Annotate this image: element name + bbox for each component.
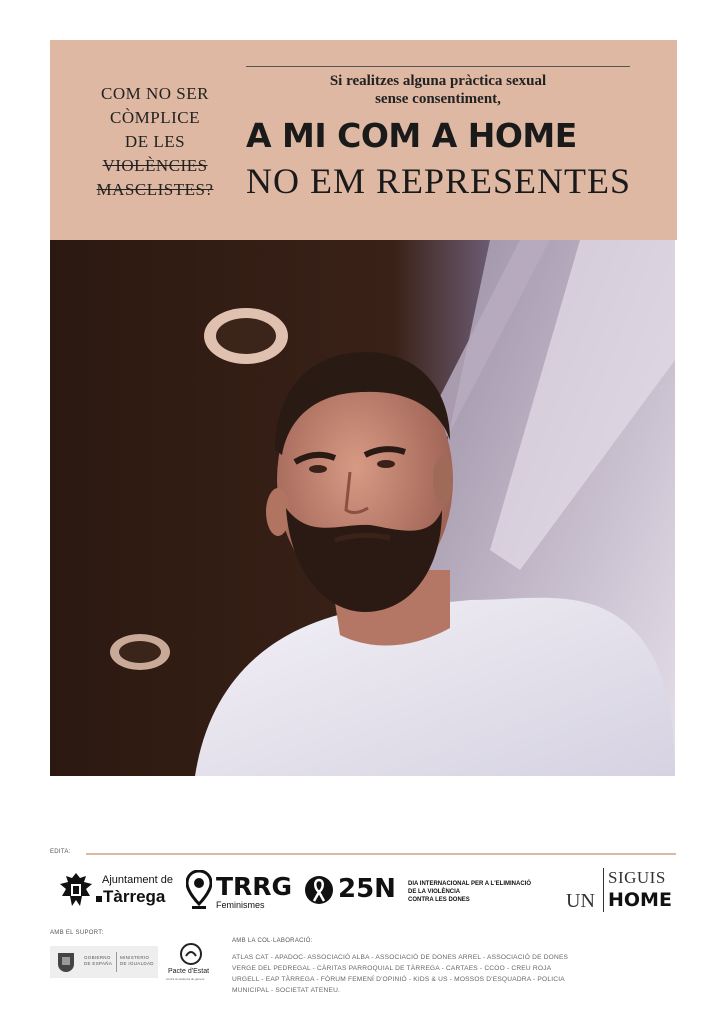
tarrega-dot [96, 896, 102, 902]
tarrega-coat-of-arms-icon [56, 870, 96, 910]
siguis-un-home-logo [566, 866, 678, 916]
header-rule [246, 66, 630, 67]
slogan-line-3: DE LES [124, 132, 186, 151]
lead-text [246, 72, 630, 108]
slogan-line-4-struck: VIOLÈNCIES [102, 156, 208, 175]
support-label: AMB EL SUPORT: [50, 930, 104, 936]
un-text: UN [566, 890, 595, 912]
siguis-divider [603, 868, 604, 912]
25n-text: 25N [338, 874, 396, 904]
pacte-estat: Estat [193, 968, 210, 975]
tarrega-small-text: Ajuntament de [102, 874, 173, 886]
25n-logo [304, 872, 534, 912]
gov-divider [116, 952, 117, 972]
trrg-text: TRRG [216, 872, 293, 901]
spain-shield-icon [55, 950, 77, 974]
portrait-illustration [50, 240, 675, 776]
trrg-subtext: Feminismes [216, 900, 265, 910]
trrg-logo [186, 870, 291, 914]
25n-desc-line-1: DIA INTERNACIONAL PER A L'ELIMINACIÓ [408, 881, 531, 887]
gobierno-text: GOBIERNO DE ESPAÑA [84, 955, 113, 966]
slogan-line-5-struck: MASCLISTES? [96, 180, 214, 199]
ministerio-igualdad-logo [50, 946, 158, 978]
collab-text: ATLAS CAT - APADOC- ASSOCIACIÓ ALBA - ASSOCIACIÓ DE DONES ARREL - ASSOCIACIÓ DE DONES VERGE DEL PEDREGAL - CÀRITAS PARROQUIAL DE TÀRREGA - CARTAES - CCOO - CREU ROJA URGELL - EAP TÀRREGA - FÒRUM FEMENÍ D'OPINIÓ - KIDS & US - MOSSOS D'ESQUADRA - POLICIA MUNICIPAL - SOCIETAT ATENEU. [232, 954, 569, 994]
lead-line-2: sense consentiment, [375, 91, 501, 107]
home-text: HOME [608, 889, 672, 911]
tarrega-logo [56, 870, 176, 912]
pacte-estat-logo [166, 942, 216, 982]
portrait-photo [50, 240, 675, 776]
slogan-line-1: COM NO SER [101, 84, 209, 103]
pacte-subtext: contra la violència de gènere [166, 977, 205, 981]
pacte-circle-icon [177, 942, 205, 966]
lead-line-1: Si realitzes alguna pràctica sexual [329, 73, 547, 89]
map-pin-icon [186, 870, 212, 910]
pacte-text [168, 968, 209, 975]
ribbon-icon [304, 874, 334, 906]
pacte-name: Pacte [168, 968, 186, 975]
ministerio-text: MINISTERIO DE IGUALDAD [120, 955, 154, 966]
tarrega-big-text: Tàrrega [103, 887, 166, 906]
25n-description [408, 880, 538, 904]
edita-label: EDITA: [50, 849, 71, 855]
pacte-amp: d' [187, 968, 194, 975]
25n-desc-line-2: DE LA VIOLÈNCIA [408, 889, 461, 895]
collab-label: AMB LA COL·LABORACIÓ: [232, 938, 313, 944]
subheadline: NO EM REPRESENTES [246, 161, 632, 201]
siguis-text: SIGUIS [608, 868, 666, 887]
slogan [80, 82, 230, 202]
footer-rule [86, 853, 676, 855]
slogan-line-2: CÒMPLICE [110, 108, 200, 127]
25n-desc-line-3: CONTRA LES DONES [408, 897, 470, 903]
headline: A MI COM A HOME [246, 116, 577, 155]
